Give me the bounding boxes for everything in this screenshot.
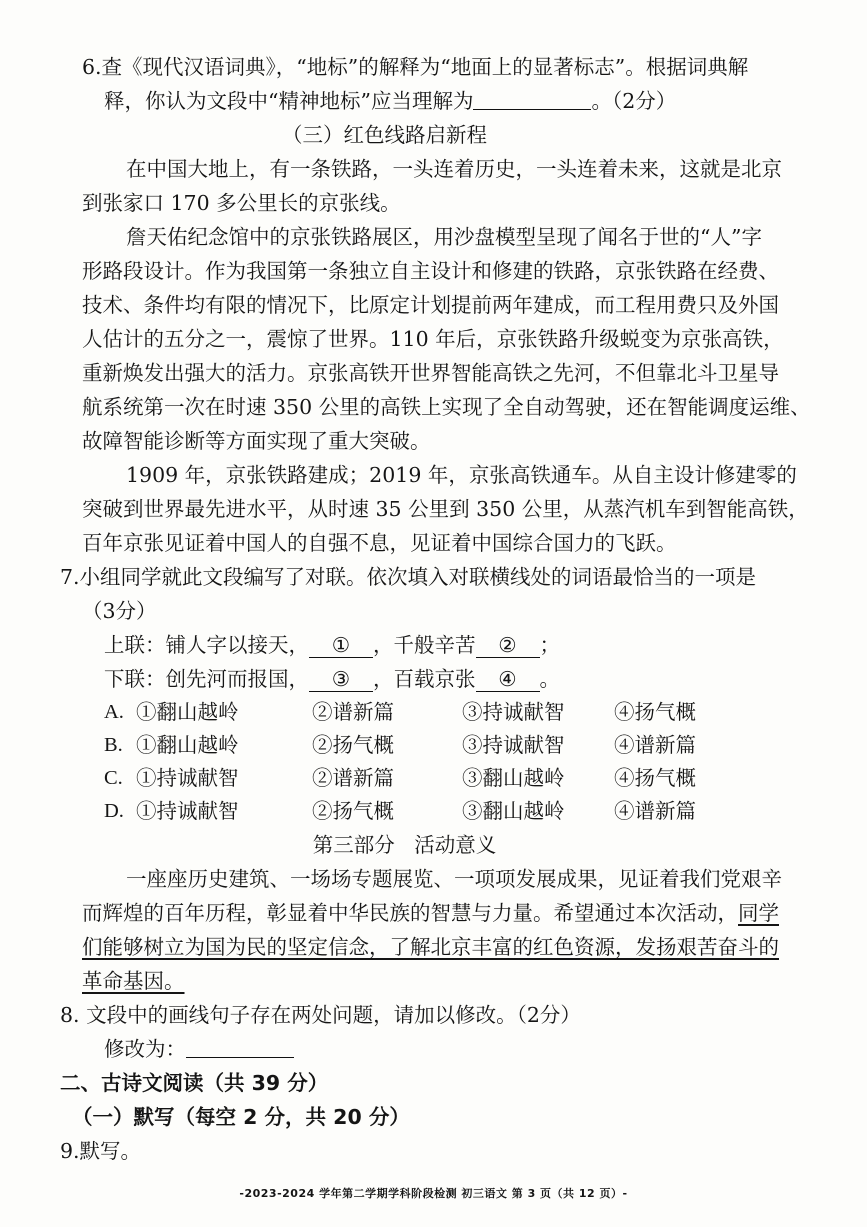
couplet-upper-a: 上联：铺人字以接天， [104,633,309,657]
option-item: ④扬气概 [614,766,696,790]
q6-line2 [82,84,807,118]
underlined-sentence-part1: 同学 [738,901,779,925]
option-item: ④谱新篇 [614,799,696,823]
couplet-upper-c: ； [539,633,560,657]
option-item: ③持诚献智 [462,733,565,757]
para1-line1: 在中国大地上，有一条铁路，一头连着历史，一头连着未来，这就是北京 [126,157,782,181]
para2-line2: 形路段设计。作为我国第一条独立自主设计和修建的铁路，京张铁路在经费、 [82,259,779,283]
para2-line1: 詹天佑纪念馆中的京张铁路展区，用沙盘模型呈现了闻名于世的“人”字 [126,225,762,249]
q7-line1: 7.小组同学就此文段编写了对联。依次填入对联横线处的词语最恰当的一项是 [60,565,757,589]
para3-line1: 1909 年，京张铁路建成；2019 年，京张高铁通车。从自主设计修建零的 [126,463,797,487]
q8-answer-blank[interactable] [186,1035,294,1058]
q7-option-a[interactable] [82,696,807,729]
couplet-lower-a: 下联：创先河而报国， [104,667,309,691]
couplet-blank-2[interactable]: ② [476,633,540,658]
option-letter: B. [104,734,123,756]
q6-line2-text: 释，你认为文段中“精神地标”应当理解为 [104,89,474,113]
para2-line7: 故障智能诊断等方面实现了重大突破。 [82,429,431,453]
couplet-upper [82,628,807,662]
option-item: ②谱新篇 [312,700,394,724]
para4-line2 [82,896,807,930]
q6-score: 。（2分） [591,89,677,113]
option-item: ②谱新篇 [312,766,394,790]
q6-line1: 6.查《现代汉语词典》，“地标”的解释为“地面上的显著标志”。根据词典解 [82,55,749,79]
option-letter: D. [104,800,124,822]
couplet-lower-c: 。 [539,667,560,691]
option-item: ④谱新篇 [614,733,696,757]
para2-line4: 人估计的五分之一，震惊了世界。110 年后，京张铁路升级蜕变为京张高铁， [82,327,784,351]
para2-line3: 技术、条件均有限的情况下，比原定计划提前两年建成，而工程用费只及外国 [82,293,779,317]
q8-line1: 8. 文段中的画线句子存在两处问题，请加以修改。（2分） [60,1003,581,1027]
underlined-sentence-part2: 们能够树立为国为民的坚定信念，了解北京丰富的红色资源，发扬艰苦奋斗的 [82,935,779,959]
para2-line6: 航系统第一次在时速 350 公里的高铁上实现了全自动驾驶，还在智能调度运维、 [82,395,811,419]
option-item: ①翻山越岭 [136,700,239,724]
q6-answer-blank[interactable] [473,87,591,110]
q7-option-d[interactable] [82,795,807,828]
couplet-blank-3[interactable]: ③ [309,667,373,692]
couplet-blank-4[interactable]: ④ [476,667,540,692]
option-item: ②扬气概 [312,799,394,823]
option-letter: A. [104,701,124,723]
couplet-upper-b: ，千般辛苦 [373,633,476,657]
part3-title: 第三部分 活动意义 [312,833,497,857]
q7-option-b[interactable] [82,729,807,762]
sub1-title: （一）默写（每空 2 分，共 20 分） [72,1105,410,1129]
option-item: ②扬气概 [312,733,394,757]
q8-label: 修改为： [104,1037,186,1061]
option-item: ③翻山越岭 [462,766,565,790]
option-item: ③持诚献智 [462,700,565,724]
couplet-lower [82,662,807,696]
q7-line2: （3分） [82,599,157,623]
option-letter: C. [104,767,123,789]
section2-title: 二、古诗文阅读（共 39 分） [60,1071,329,1095]
option-item: ①翻山越岭 [136,733,239,757]
option-item: ④扬气概 [614,700,696,724]
option-item: ③翻山越岭 [462,799,565,823]
para4-line2-text: 而辉煌的百年历程，彰显着中华民族的智慧与力量。希望通过本次活动， [82,901,738,925]
para3-line3: 百年京张见证着中国人的自强不息，见证着中国综合国力的飞跃。 [82,531,677,555]
para3-line2: 突破到世界最先进水平，从时速 35 公里到 350 公里，从蒸汽机车到智能高铁， [82,497,809,521]
para2-line5: 重新焕发出强大的活力。京张高铁开世界智能高铁之先河，不但靠北斗卫星导 [82,361,779,385]
page-footer: -2023-2024 学年第二学期学科阶段检测 初三语文 第 3 页（共 12 页）- [239,1187,628,1200]
option-item: ①持诚献智 [136,799,239,823]
para1-line2: 到张家口 170 多公里长的京张线。 [82,191,401,215]
q7-option-c[interactable] [82,762,807,795]
couplet-lower-b: ，百载京张 [373,667,476,691]
para4-line1: 一座座历史建筑、一场场专题展览、一项项发展成果，见证着我们党艰辛 [126,867,782,891]
q8-line2 [82,1032,807,1066]
q9: 9.默写。 [60,1139,142,1163]
section3-title: （三）红色线路启新程 [282,123,487,147]
couplet-blank-1[interactable]: ① [309,633,373,658]
option-item: ①持诚献智 [136,766,239,790]
underlined-sentence-part3: 革命基因。 [82,969,185,993]
